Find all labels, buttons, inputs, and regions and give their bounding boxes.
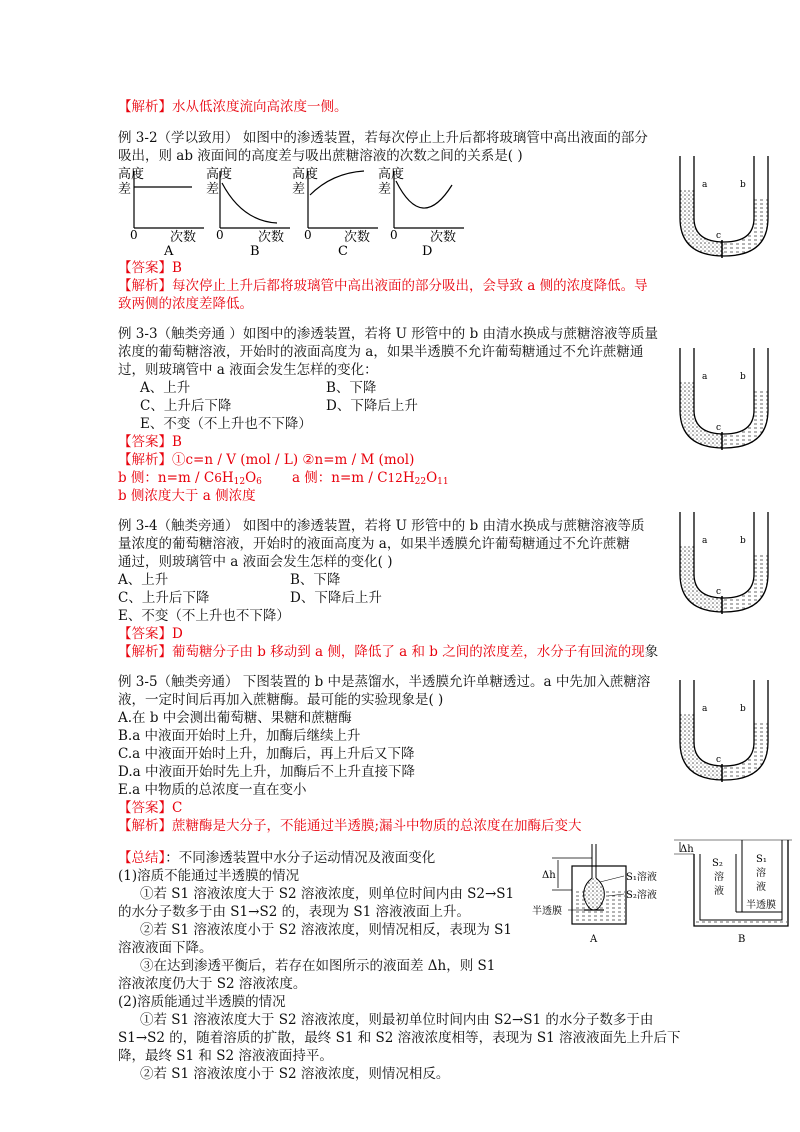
q35-opt-d: D.a 中液面开始时先上升，加酶后不上升直接下降	[118, 764, 415, 780]
answer-value: D	[172, 626, 183, 642]
analysis-a-side: a 侧：n=m / C	[291, 470, 388, 486]
q34-opt-d: D、下降后上升	[290, 590, 382, 606]
u-tube-figure-2	[676, 346, 776, 452]
summary-p3a: ③在达到渗透平衡后，若存在如图所示的液面差 Δh，则 S1	[140, 958, 496, 974]
q32-analysis-1	[118, 278, 648, 295]
q33-line3: 过，则玻璃管中 a 液面会发生怎样的变化：	[118, 362, 378, 378]
label-a: a	[702, 180, 708, 190]
graph-a	[118, 166, 204, 259]
u-tube-figure-3	[676, 510, 776, 616]
q33-analysis-1	[118, 452, 414, 469]
label-b: b	[740, 180, 746, 190]
q34-opt-a: A、上升	[118, 572, 169, 588]
graph-b-ylabel2: 差	[206, 182, 220, 197]
graph-c-letter: C	[338, 244, 348, 259]
graph-d-xlabel: 次数	[430, 230, 457, 245]
summary-p2a: ②若 S1 溶液浓度小于 S2 溶液浓度，则情况相反，表现为 S1	[140, 922, 512, 938]
answer-value: B	[172, 434, 182, 450]
summary-text: ：不同渗透装置中水分子运动情况及液面变化	[165, 850, 436, 866]
summary-p4c: 降，最终 S1 和 S2 溶液液面持平。	[118, 1048, 333, 1064]
fig-b-s1-3: 液	[756, 882, 766, 893]
summary-p5: ②若 S1 溶液浓度小于 S2 溶液浓度，则情况相反。	[140, 1066, 450, 1082]
graph-a-xlabel: 次数	[170, 230, 197, 245]
fig-b-s2: S₂	[712, 858, 723, 869]
graph-a-ylabel1: 高度	[118, 167, 145, 182]
graph-a-letter: A	[164, 244, 174, 259]
q35-opt-b: B.a 中液面开始时上升，加酶后继续上升	[118, 728, 361, 744]
fig-b-s1-2: 溶	[756, 868, 766, 879]
summary-p1a: ①若 S1 溶液浓度大于 S2 溶液浓度，则单位时间内由 S2→S1	[140, 886, 515, 902]
label-b: b	[740, 372, 746, 382]
osmosis-figure-b	[672, 832, 792, 946]
u-tube-figure-1	[676, 154, 776, 260]
q33-analysis-2: b 侧：$n=m / C6H_{12}O_6$ a 侧：$n=m / C12H_{22}O_{11}$	[118, 470, 449, 487]
q34-line2: 量浓度的葡萄糖溶液，开始时的液面高度为 a，如果半透膜允许葡萄糖通过不允许蔗糖	[118, 536, 630, 552]
analysis-tag: 【解析】	[118, 644, 172, 660]
q32-graphs	[112, 163, 472, 259]
analysis-tag: 【解析】	[118, 452, 172, 468]
q34-opt-b: B、下降	[290, 572, 341, 588]
q35-answer	[118, 800, 182, 817]
u-tube-figure-4	[676, 678, 776, 784]
q32-line1: 例 3-2（学以致用） 如图中的渗透装置，若每次停止上升后都将玻璃管中高出液面的部分	[118, 130, 648, 146]
fig-b-membrane: 半透膜	[746, 900, 776, 911]
q35-opt-c: C.a 中液面开始时上升，加酶后，再上升后又下降	[118, 746, 415, 762]
q32-line2: 吸出，则 ab 液面间的高度差与吸出蔗糖溶液的次数之间的关系是( )	[118, 148, 523, 164]
analysis-b-side: b 侧：n=m / C	[118, 470, 215, 486]
answer-value: B	[172, 260, 182, 276]
answer-tag: 【答案】	[118, 800, 172, 816]
osmosis-figure-a	[528, 838, 668, 948]
fig-a-s2: S₂溶液	[626, 890, 657, 901]
label-c: c	[716, 755, 722, 765]
summary-p2b: 溶液液面下降。	[118, 940, 213, 956]
fig-b-s2-3: 液	[714, 886, 724, 897]
q32-analysis-2: 致两侧的浓度差降低。	[118, 296, 253, 312]
graph-b-origin: 0	[216, 228, 224, 242]
analysis-text: ①c=n / V (mol / L) ②n=m / M (mol)	[172, 452, 415, 468]
q34-opt-c: C、上升后下降	[118, 590, 210, 606]
fig-b-letter: B	[738, 934, 746, 945]
q35-analysis	[118, 818, 582, 835]
graph-d-letter: D	[422, 244, 433, 259]
analysis-text: 葡萄糖分子由 b 移动到 a 侧，降低了 a 和 b 之间的浓度差，水分子有回流的现	[172, 644, 645, 660]
graph-a-ylabel2: 差	[118, 182, 132, 197]
answer-tag: 【答案】	[118, 260, 172, 276]
graph-c	[292, 166, 378, 259]
q33-answer	[118, 434, 182, 451]
summary-p4a: ①若 S1 溶液浓度大于 S2 溶液浓度，则最初单位时间内由 S2→S1 的水分子数多于由	[140, 1012, 654, 1028]
q35-opt-e: E.a 中物质的总浓度一直在变小	[118, 782, 307, 798]
analysis-tag: 【解析】	[118, 818, 172, 834]
q33-opt-a: A、上升	[140, 380, 191, 396]
fig-b-s2-2: 溶	[714, 872, 724, 883]
summary-h1: (1)溶质不能通过半透膜的情况	[118, 868, 300, 884]
fig-b-s1: S₁	[756, 854, 767, 865]
graph-b-xlabel: 次数	[258, 230, 285, 245]
q35-line1: 例 3-5（触类旁通） 下图装置的 b 中是蒸馏水，半透膜允许单糖透过。a 中先加入蔗糖溶	[118, 674, 651, 690]
fig-a-dh: Δh	[542, 870, 556, 881]
graph-d-ylabel2: 差	[378, 182, 392, 197]
q33-analysis-3: b 侧浓度大于 a 侧浓度	[118, 488, 256, 504]
graph-c-xlabel: 次数	[344, 230, 371, 245]
q33-line1: 例 3-3（触类旁通 ）如图中的渗透装置，若将 U 形管中的 b 由清水换成与蔗糖溶液等质量	[118, 326, 659, 342]
q34-opt-e: E、不变（不上升也不下降）	[118, 608, 290, 624]
label-b: b	[740, 704, 746, 714]
analysis-text-tail: 象	[644, 644, 659, 660]
q34-analysis	[118, 644, 658, 661]
summary-title	[118, 850, 435, 867]
summary-p4b: S1→S2 的，随着溶质的扩散，最终 S1 和 S2 溶液浓度相等，表现为 S1 溶液液面先上升后下	[118, 1030, 681, 1046]
analysis-text: 每次停止上升后都将玻璃管中高出液面的部分吸出，会导致 a 侧的浓度降低。导	[172, 278, 648, 294]
answer-value: C	[172, 800, 183, 816]
q32-answer	[118, 260, 182, 277]
analysis-text: 蔗糖酶是大分子，不能通过半透膜;漏斗中物质的总浓度在加酶后变大	[172, 818, 582, 834]
q35-opt-a: A.在 b 中会测出葡萄糖、果糖和蔗糖酶	[118, 710, 352, 726]
fig-a-letter: A	[590, 934, 598, 945]
label-c: c	[716, 587, 722, 597]
summary-tag: 【总结】	[118, 850, 166, 866]
label-c: c	[716, 231, 722, 241]
analysis-tag: 【解析】	[118, 278, 172, 294]
graph-d	[378, 166, 464, 259]
graph-c-ylabel2: 差	[292, 182, 306, 197]
q35-line2: 液，一定时间后再加入蔗糖酶。最可能的实验现象是( )	[118, 692, 444, 708]
analysis-tag: 【解析】	[118, 99, 172, 115]
summary-h2: (2)溶质能通过半透膜的情况	[118, 994, 286, 1010]
graph-d-origin: 0	[390, 228, 398, 242]
label-a: a	[702, 372, 708, 382]
graph-c-ylabel1: 高度	[292, 167, 319, 182]
analysis-text: 水从低浓度流向高浓度一侧。	[172, 99, 348, 115]
q33-opt-e: E、不变（不上升也不下降）	[140, 416, 312, 432]
summary-p3b: 溶液浓度仍大于 S2 溶液浓度。	[118, 976, 307, 992]
q33-opt-c: C、上升后下降	[140, 398, 232, 414]
q33-line2: 浓度的葡萄糖溶液，开始时的液面高度为 a，如果半透膜不允许葡萄糖通过不允许蔗糖通	[118, 344, 644, 360]
graph-a-origin: 0	[130, 228, 138, 242]
summary-p1b: 的水分子数多于由 S1→S2 的，表现为 S1 溶液液面上升。	[118, 904, 470, 920]
label-a: a	[702, 704, 708, 714]
q34-line3: 通过，则玻璃管中 a 液面会发生怎样的变化( )	[118, 554, 393, 570]
q34-answer	[118, 626, 183, 643]
s1-analysis	[118, 99, 348, 116]
graph-b-ylabel1: 高度	[206, 167, 233, 182]
answer-tag: 【答案】	[118, 434, 172, 450]
label-a: a	[702, 536, 708, 546]
graph-c-origin: 0	[304, 228, 312, 242]
fig-a-s1: S₁溶液	[626, 872, 657, 883]
graph-b	[206, 166, 290, 259]
fig-b-dh: Δh	[680, 844, 694, 855]
q33-opt-d: D、下降后上升	[326, 398, 418, 414]
q33-opt-b: B、下降	[326, 380, 377, 396]
answer-tag: 【答案】	[118, 626, 172, 642]
q34-line1: 例 3-4（触类旁通） 如图中的渗透装置，若将 U 形管中的 b 由清水换成与蔗糖溶液等质	[118, 518, 645, 534]
fig-a-membrane: 半透膜	[532, 906, 562, 917]
graph-b-letter: B	[250, 244, 260, 259]
label-b: b	[740, 536, 746, 546]
label-c: c	[716, 423, 722, 433]
graph-d-ylabel1: 高度	[378, 167, 405, 182]
